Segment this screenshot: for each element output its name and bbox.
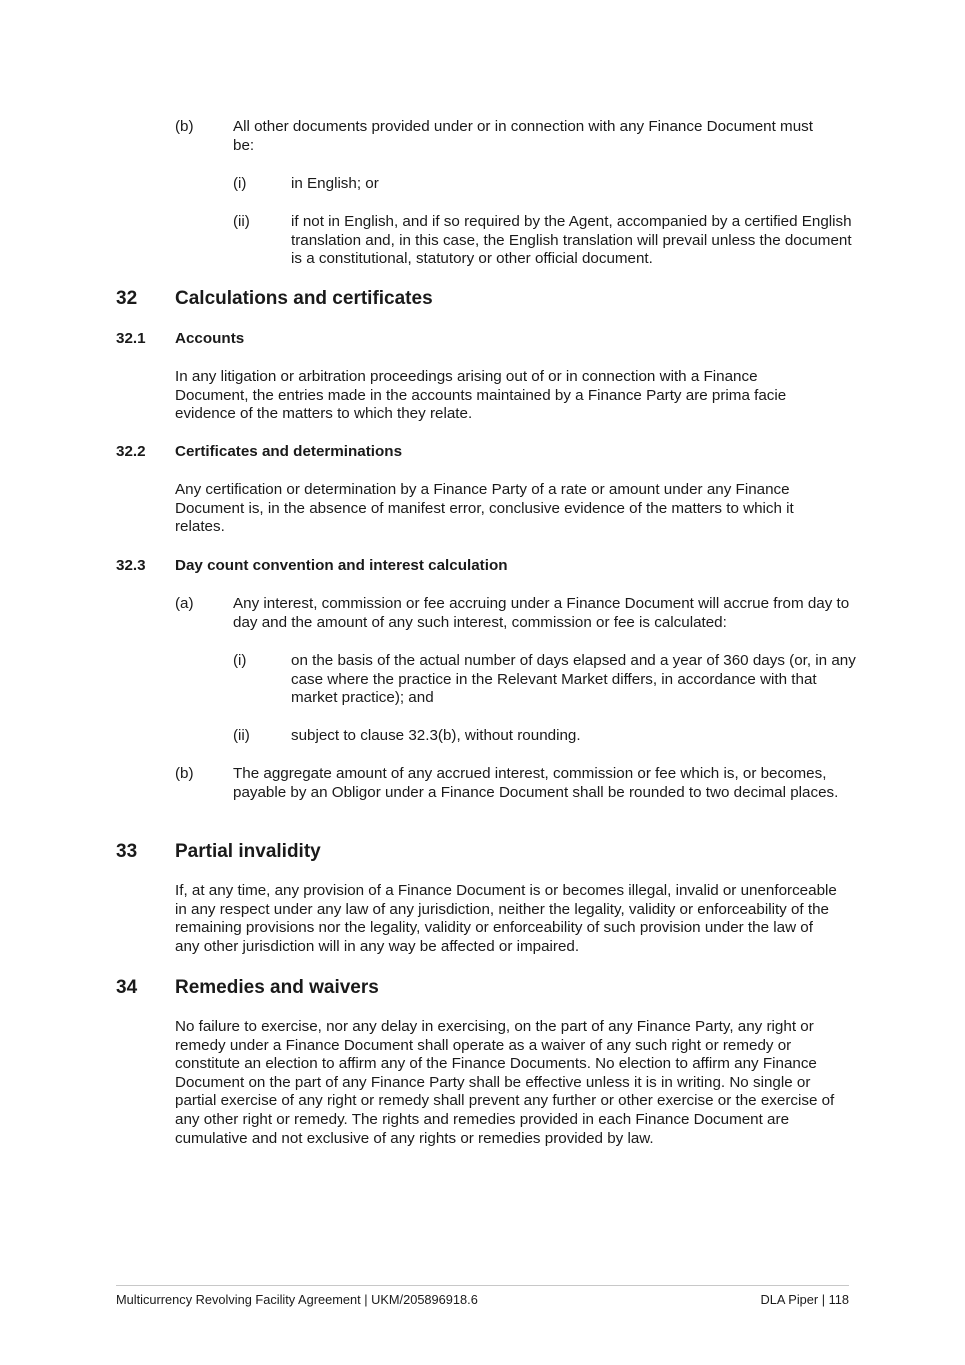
section-32-number: 32 <box>116 288 138 309</box>
item-b-text: All other documents provided under or in connection with any Finance Document must be: <box>233 118 813 154</box>
section-34-title: Remedies and waivers <box>175 977 379 998</box>
clause-32-3-b-text: The aggregate amount of any accrued interest, commission or fee which is, or becomes, payable by an Obligor under a Finance Document shall be rounded to two decimal places. <box>233 765 839 801</box>
clause-32-3-a-ii-label: (ii) <box>233 727 250 744</box>
clause-32-3-a-text: Any interest, commission or fee accruing under a Finance Document will accrue from day to day and the amount of any such interest, commission or fee is calculated: <box>233 595 850 631</box>
section-33-number: 33 <box>116 841 138 862</box>
clause-32-3-a-label: (a) <box>175 595 194 612</box>
section-32-title: Calculations and certificates <box>175 288 433 309</box>
clause-32-3-a-i-label: (i) <box>233 652 247 669</box>
footer-divider <box>116 1285 849 1286</box>
item-b-i-text: in English; or <box>291 175 379 192</box>
clause-32-1-title: Accounts <box>175 330 245 347</box>
clause-32-1-number: 32.1 <box>116 330 146 347</box>
footer-page-number: DLA Piper | 118 <box>760 1292 849 1307</box>
item-b-i-label: (i) <box>233 175 247 192</box>
section-34-text: No failure to exercise, nor any delay in exercising, on the part of any Finance Party, any right or remedy under a Finance Document shall operate as a waiver of any such right or remedy or constitute an election to affirm any of the Finance Documents. No election to affirm any Finance Document on the part of any Finance Party shall be effective unless it is in writing. No single or partial exercise of any right or remedy shall prevent any further or other exercise or the exercise of any other right or remedy. The rights and remedies provided in each Finance Document are cumulative and not exclusive of any rights or remedies provided by law. <box>175 1018 835 1147</box>
item-b-label: (b) <box>175 118 194 135</box>
clause-32-3-b-label: (b) <box>175 765 194 782</box>
clause-32-2-text: Any certification or determination by a Finance Party of a rate or amount under any Finance Document is, in the absence of manifest error, conclusive evidence of the matters to which it relates. <box>175 481 794 536</box>
footer-document-reference: Multicurrency Revolving Facility Agreement | UKM/205896918.6 <box>116 1292 478 1307</box>
section-34-number: 34 <box>116 977 138 998</box>
item-b-ii-text: if not in English, and if so required by the Agent, accompanied by a certified English translation and, in this case, the English translation will prevail unless the document is a constitutional, statutory or other official document. <box>291 213 852 268</box>
clause-32-2-title: Certificates and determinations <box>175 443 403 460</box>
clause-32-3-title: Day count convention and interest calculation <box>175 557 508 574</box>
section-33-text: If, at any time, any provision of a Finance Document is or becomes illegal, invalid or unenforceable in any respect under any law of any jurisdiction, neither the legality, validity or enforceability of the remaining provisions nor the legality, validity or enforceability of such provision under the law of any other jurisdiction will in any way be affected or impaired. <box>175 882 837 955</box>
clause-32-3-a-i-text: on the basis of the actual number of days elapsed and a year of 360 days (or, in any case where the practice in the Relevant Market differs, in accordance with that market practice); and <box>291 652 856 707</box>
clause-32-3-a-ii-text: subject to clause 32.3(b), without rounding. <box>291 727 581 744</box>
clause-32-1-text: In any litigation or arbitration proceedings arising out of or in connection with a Finance Document, the entries made in the accounts maintained by a Finance Party are prima facie evidence of the matters to which they relate. <box>175 368 787 423</box>
clause-32-2-number: 32.2 <box>116 443 146 460</box>
section-33-title: Partial invalidity <box>175 841 321 862</box>
item-b-ii-label: (ii) <box>233 213 250 230</box>
clause-32-3-number: 32.3 <box>116 557 146 574</box>
